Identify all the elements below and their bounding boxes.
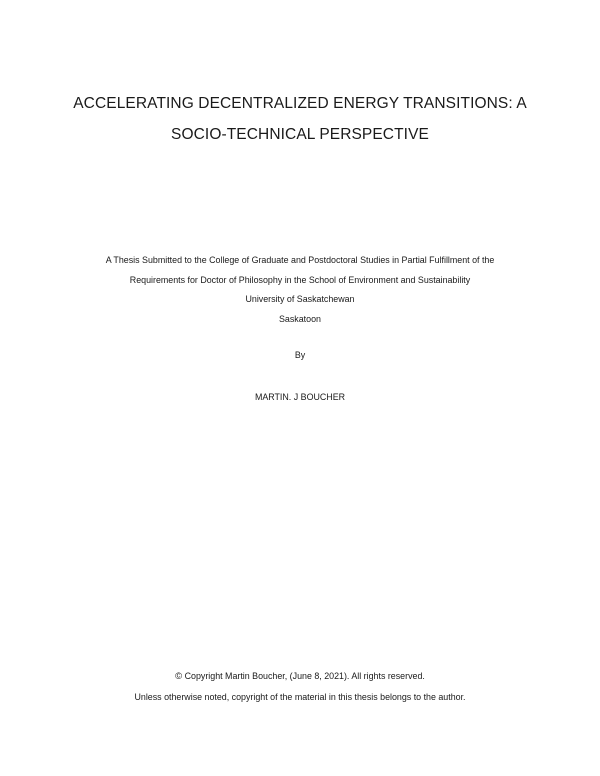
title-line-2: SOCIO-TECHNICAL PERSPECTIVE xyxy=(171,126,429,143)
copyright-section xyxy=(0,666,600,708)
by-label: By xyxy=(294,350,306,360)
submission-line-1: A Thesis Submitted to the College of Graduate and Postdoctoral Studies in Partial Fulfillment of the xyxy=(105,255,495,265)
submission-line-2: Requirements for Doctor of Philosophy in the School of Environment and Sustainability xyxy=(129,274,471,285)
title-line-1: ACCELERATING DECENTRALIZED ENERGY TRANSITIONS: A xyxy=(73,95,527,112)
submission-statement xyxy=(0,251,600,329)
author-name: MARTIN. J BOUCHER xyxy=(254,392,346,402)
copyright-text: Copyright Martin Boucher, (June 8, 2021). All rights reserved. xyxy=(182,671,425,681)
thesis-title xyxy=(0,88,600,150)
city-name: Saskatoon xyxy=(279,313,321,324)
ownership-note: Unless otherwise noted, copyright of the material in this thesis belongs to the author. xyxy=(134,692,466,702)
university-name: University of Saskatchewan xyxy=(245,294,355,304)
copyright-notice xyxy=(0,666,600,687)
copyright-icon: © xyxy=(175,671,183,682)
